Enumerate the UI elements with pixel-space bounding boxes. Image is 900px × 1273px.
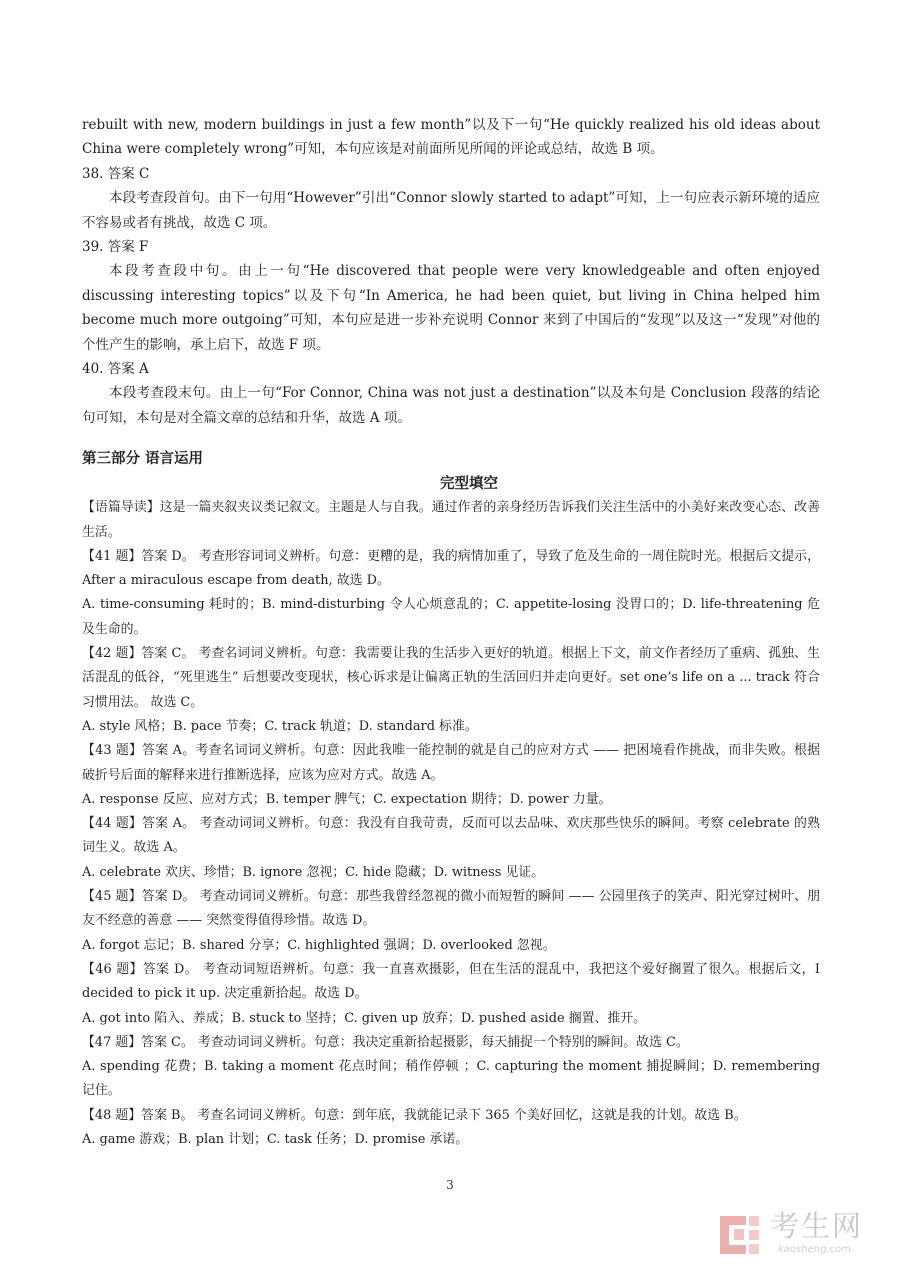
answer-39-label: 39. 答案 F — [82, 239, 149, 256]
watermark-text-cn: 考生网 — [770, 1209, 864, 1243]
question-43 — [82, 739, 820, 812]
passage-guide: 【语篇导读】这是一篇夹叙夹议类记叙文。主题是人与自我。通过作者的亲身经历告诉我们关注生活中的小美好来改变心态、改善生活。 — [82, 500, 820, 540]
answer-38-label: 38. 答案 C — [82, 165, 150, 182]
page-content — [82, 113, 820, 1152]
section-title: 第三部分 语言运用 — [82, 450, 204, 468]
question-options: A. response 反应、应对方式；B. temper 脾气；C. expectation 期待；D. power 力量。 — [82, 791, 612, 807]
question-explanation: 【45 题】答案 D。 考查动词词义辨析。句意：那些我曾经忽视的微小而短暂的瞬间 —— 公园里孩子的笑声、阳光穿过树叶、朋友不经意的善意 —— 突然变得值得珍惜。故选 D。 — [82, 889, 820, 929]
question-42 — [82, 642, 820, 739]
question-options: A. celebrate 欢庆、珍惜；B. ignore 忽视；C. hide 隐藏；D. witness 见证。 — [82, 864, 545, 880]
answer-37-tail: rebuilt with new, modern buildings in just a few month”以及下一句“He quickly realized his old ideas about China were completely wrong”可知，本句应该是对前面所见所闻的评论或总结，故选 B 项。 — [82, 117, 820, 158]
question-options: A. forgot 忘记；B. shared 分享；C. highlighted 强调；D. overlooked 忽视。 — [82, 937, 556, 953]
question-explanation: 【41 题】答案 D。 考查形容词词义辨析。句意：更糟的是，我的病情加重了，导致了危及生命的一周住院时光。根据后文提示，After a miraculous escape from death, 故选 D。 — [82, 548, 820, 589]
question-explanation: 【48 题】答案 B。 考查名词词义辨析。句意：到年底，我就能记录下 365 个美好回忆，这就是我的计划。故选 B。 — [82, 1107, 747, 1123]
watermark-text-en: kaosheng.com — [778, 1244, 851, 1255]
answer-39-explanation: 本段考查段中句。由上一句“He discovered that people were very knowledgeable and often enjoyed discussing interesting topics”以及下句“In America, he had been quiet, but living in China helped him become much more outgoing”可知，本句应是进一步补充说明 Connor 来到了中国后的“发现”以及这一“发现”对他的个性产生的影响，承上启下，故选 F 项。 — [82, 263, 820, 353]
question-44 — [82, 812, 820, 885]
question-options: A. time-consuming 耗时的；B. mind-disturbing 令人心烦意乱的；C. appetite-losing 没胃口的；D. life-threatening 危及生命的。 — [82, 597, 820, 637]
question-46 — [82, 958, 820, 1031]
answer-40-label: 40. 答案 A — [82, 361, 149, 378]
question-options: A. style 风格；B. pace 节奏；C. track 轨道；D. standard 标准。 — [82, 718, 478, 734]
section-subtitle: 完型填空 — [440, 475, 498, 493]
question-explanation: 【43 题】答案 A。考查名词词义辨析。句意：因此我唯一能控制的就是自己的应对方式 —— 把困境看作挑战，而非失败。根据破折号后面的解释来进行推断选择，应该为应对方式。故选 A。 — [82, 743, 820, 783]
question-explanation: 【44 题】答案 A。 考查动词词义辨析。句意：我没有自我苛责，反而可以去品味、欢庆那些快乐的瞬间。考察 celebrate 的熟词生义。故选 A。 — [82, 816, 820, 856]
question-48 — [82, 1104, 820, 1153]
page-number: 3 — [446, 1178, 454, 1192]
question-47 — [82, 1031, 820, 1104]
answer-40-explanation: 本段考查段末句。由上一句“For Connor, China was not just a destination”以及本句是 Conclusion 段落的结论句可知，本句是对全篇文章的总结和升华，故选 A 项。 — [82, 385, 820, 426]
answer-38-explanation: 本段考查段首句。由下一句用“However”引出“Connor slowly started to adapt”可知，上一句应表示新环境的适应不容易或者有挑战，故选 C 项。 — [82, 190, 820, 231]
watermark — [716, 1208, 892, 1264]
question-explanation: 【46 题】答案 D。 考查动词短语辨析。句意：我一直喜欢摄影，但在生活的混乱中，我把这个爱好搁置了很久。根据后文，I decided to pick it up. 决定重新拾起。故选 D。 — [82, 961, 820, 1002]
question-explanation: 【47 题】答案 C。 考查动词词义辨析。句意：我决定重新拾起摄影，每天捕捉一个特别的瞬间。故选 C。 — [82, 1034, 689, 1050]
question-options: A. spending 花费；B. taking a moment 花点时间；稍作停顿 ；C. capturing the moment 捕捉瞬间；D. remembering 记住。 — [82, 1059, 820, 1099]
question-45 — [82, 885, 820, 958]
kaosheng-logo-icon — [716, 1210, 764, 1258]
question-options: A. game 游戏；B. plan 计划；C. task 任务；D. promise 承诺。 — [82, 1132, 469, 1147]
question-explanation: 【42 题】答案 C。 考查名词词义辨析。句意：我需要让我的生活步入更好的轨道。根据上下文，前文作者经历了重病、孤独、生活混乱的低谷，“死里逃生” 后想要改变现状，核心诉求是让偏离正轨的生活回归并走向更好。set one’s life on a ... track 符合习惯用法。 故选 C。 — [82, 646, 820, 710]
question-options: A. got into 陷入、养成；B. stuck to 坚持；C. given up 放弃；D. pushed aside 搁置、推开。 — [82, 1010, 647, 1026]
question-41 — [82, 545, 820, 642]
